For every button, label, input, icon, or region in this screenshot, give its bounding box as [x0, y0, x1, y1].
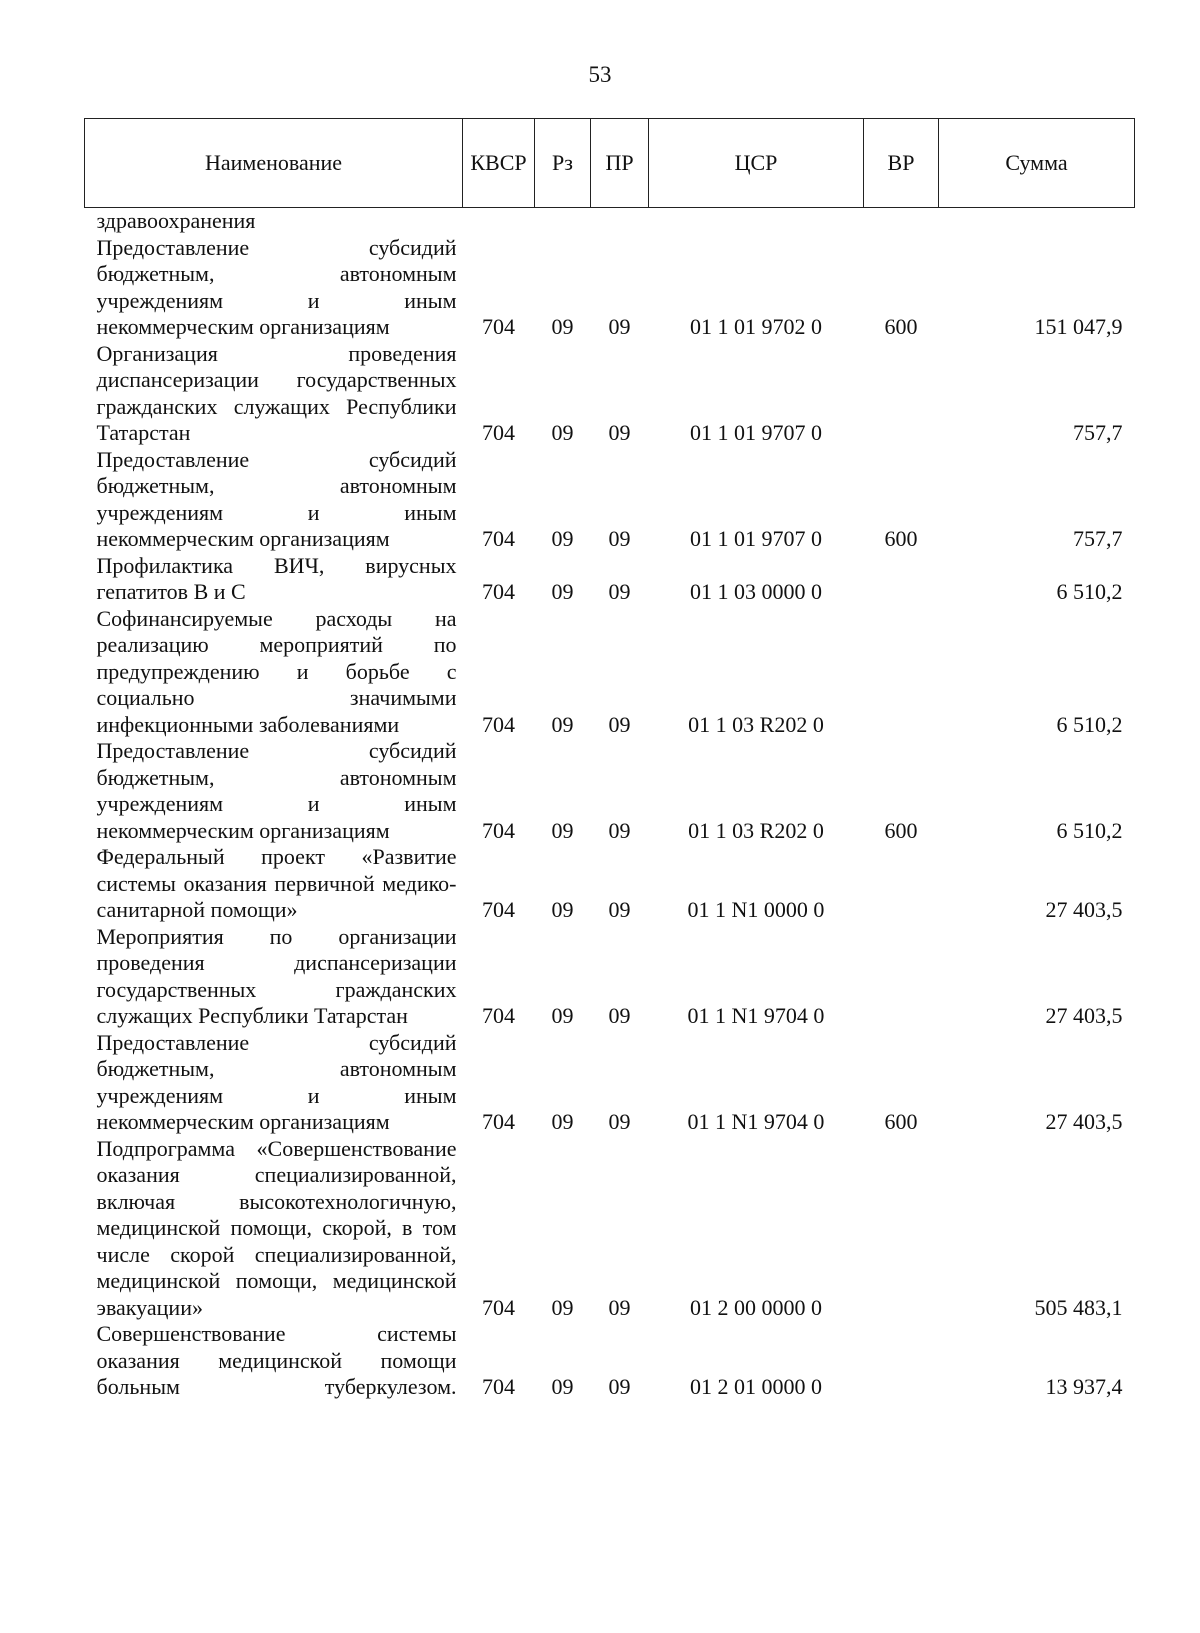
- row-vr: [864, 1136, 939, 1322]
- table-row: [85, 235, 1135, 341]
- row-vr: [864, 606, 939, 739]
- row-sum: 151 047,9: [1034, 314, 1123, 339]
- row-kvsr: 704: [482, 420, 515, 445]
- row-rz: 09: [551, 1109, 574, 1134]
- row-sum: 6 510,2: [1056, 817, 1123, 843]
- row-name: Профилактика ВИЧ, вирусных гепатитов В и С: [96, 552, 457, 604]
- row-sum: [939, 208, 1135, 235]
- row-name: Предоставление субсидий бюджетным, автономным учреждениям и иным некоммерческим организациям: [96, 446, 457, 551]
- row-name: Совершенствование системы оказания медицинской помощи больным туберкулезом.: [96, 1321, 457, 1399]
- row-csr: 01 1 N1 0000 0: [687, 897, 825, 922]
- row-csr: 01 1 03 R202 0: [688, 817, 824, 843]
- budget-table: [84, 118, 1135, 1401]
- row-pr: 09: [608, 1294, 631, 1320]
- row-rz: 09: [551, 420, 574, 445]
- table-row: [85, 606, 1135, 739]
- row-rz: 09: [551, 1003, 574, 1028]
- row-vr: [864, 341, 939, 447]
- row-name: Подпрограмма «Совершенствование оказания специализированной, включая высокотехнологичную, медицинской помощи, скорой, в том числе скорой специализированной, медицинской помощи, медицинской эвакуации»: [96, 1135, 457, 1320]
- row-kvsr: 704: [482, 579, 515, 604]
- row-pr: 09: [608, 897, 631, 922]
- row-rz: 09: [551, 897, 574, 922]
- row-sum: 505 483,1: [1034, 1294, 1123, 1320]
- row-vr: [864, 1321, 939, 1401]
- row-name: Предоставление субсидий бюджетным, автономным учреждениям и иным некоммерческим организациям: [96, 234, 457, 339]
- table-row: [85, 738, 1135, 844]
- row-csr: 01 1 03 R202 0: [688, 711, 824, 737]
- row-kvsr: 704: [482, 897, 515, 922]
- row-csr: 01 1 01 9707 0: [690, 526, 822, 551]
- row-rz: [535, 208, 591, 235]
- header-pr: ПР: [591, 119, 649, 208]
- table-row: [85, 844, 1135, 924]
- table-row: [85, 1136, 1135, 1322]
- row-rz: 09: [551, 1294, 574, 1320]
- row-sum: 13 937,4: [1045, 1374, 1123, 1399]
- row-sum: 6 510,2: [1056, 711, 1123, 737]
- table-row: [85, 1030, 1135, 1136]
- row-pr: 09: [608, 579, 631, 604]
- table-row: [85, 447, 1135, 553]
- row-name: Организация проведения диспансеризации государственных гражданских служащих Республики Татарстан: [96, 340, 457, 445]
- row-sum: 6 510,2: [1056, 579, 1123, 604]
- row-rz: 09: [551, 526, 574, 551]
- table-header: [85, 119, 1135, 208]
- header-name: Наименование: [85, 119, 463, 208]
- table-row: [85, 1321, 1135, 1401]
- row-pr: 09: [608, 1109, 631, 1134]
- table-row: [85, 924, 1135, 1030]
- row-kvsr: 704: [482, 1374, 515, 1399]
- row-vr: [864, 553, 939, 606]
- row-csr: 01 1 01 9702 0: [690, 314, 822, 339]
- row-pr: 09: [608, 711, 631, 737]
- row-rz: 09: [551, 1374, 574, 1399]
- table-body: [85, 208, 1135, 1401]
- row-sum: 27 403,5: [1045, 1109, 1123, 1134]
- row-name: Мероприятия по организации проведения диспансеризации государственных гражданских служащих Республики Татарстан: [96, 923, 457, 1028]
- row-rz: 09: [551, 711, 574, 737]
- row-pr: [591, 208, 649, 235]
- page-number: 53: [588, 62, 612, 87]
- row-csr: 01 1 N1 9704 0: [687, 1109, 825, 1134]
- row-csr: 01 1 03 0000 0: [690, 579, 822, 604]
- row-pr: 09: [608, 817, 631, 843]
- row-csr: [649, 208, 864, 235]
- row-kvsr: 704: [482, 711, 515, 737]
- row-vr: [864, 844, 939, 924]
- row-sum: 757,7: [1073, 526, 1123, 551]
- row-kvsr: 704: [482, 526, 515, 551]
- row-sum: 27 403,5: [1045, 1003, 1123, 1028]
- header-kvsr: КВСР: [463, 119, 535, 208]
- row-kvsr: [463, 208, 535, 235]
- row-rz: 09: [551, 817, 574, 843]
- table-row: [85, 341, 1135, 447]
- row-csr: 01 2 00 0000 0: [690, 1294, 822, 1320]
- row-sum: 757,7: [1073, 420, 1123, 445]
- row-vr: 600: [884, 817, 918, 843]
- row-csr: 01 2 01 0000 0: [690, 1374, 822, 1399]
- row-pr: 09: [608, 526, 631, 551]
- row-name: Предоставление субсидий бюджетным, автономным учреждениям и иным некоммерческим организациям: [96, 1029, 457, 1134]
- row-vr: 600: [884, 1109, 918, 1134]
- row-rz: 09: [551, 314, 574, 339]
- row-pr: 09: [608, 420, 631, 445]
- row-vr: [864, 924, 939, 1030]
- row-kvsr: 704: [482, 1003, 515, 1028]
- header-rz: Рз: [535, 119, 591, 208]
- row-sum: 27 403,5: [1045, 897, 1123, 922]
- row-pr: 09: [608, 1003, 631, 1028]
- row-name: Софинансируемые расходы на реализацию мероприятий по предупреждению и борьбе с социально значимыми инфекционными заболеваниями: [96, 605, 457, 737]
- header-sum: Сумма: [939, 119, 1135, 208]
- row-name: Федеральный проект «Развитие системы оказания первичной медико-санитарной помощи»: [96, 844, 457, 922]
- row-pr: 09: [608, 314, 631, 339]
- row-kvsr: 704: [482, 1109, 515, 1134]
- row-rz: 09: [551, 579, 574, 604]
- row-csr: 01 1 N1 9704 0: [687, 1003, 825, 1028]
- table-row: [85, 208, 1135, 235]
- header-vr: ВР: [864, 119, 939, 208]
- row-vr: 600: [884, 314, 918, 339]
- row-kvsr: 704: [482, 817, 515, 843]
- row-kvsr: 704: [482, 314, 515, 339]
- row-pr: 09: [608, 1374, 631, 1399]
- row-vr: 600: [884, 526, 918, 551]
- row-name: Предоставление субсидий бюджетным, автономным учреждениям и иным некоммерческим организациям: [96, 738, 457, 843]
- row-name: здравоохранения: [96, 208, 256, 233]
- row-vr: [864, 208, 939, 235]
- header-csr: ЦСР: [649, 119, 864, 208]
- row-csr: 01 1 01 9707 0: [690, 420, 822, 445]
- table-row: [85, 553, 1135, 606]
- row-kvsr: 704: [482, 1294, 515, 1320]
